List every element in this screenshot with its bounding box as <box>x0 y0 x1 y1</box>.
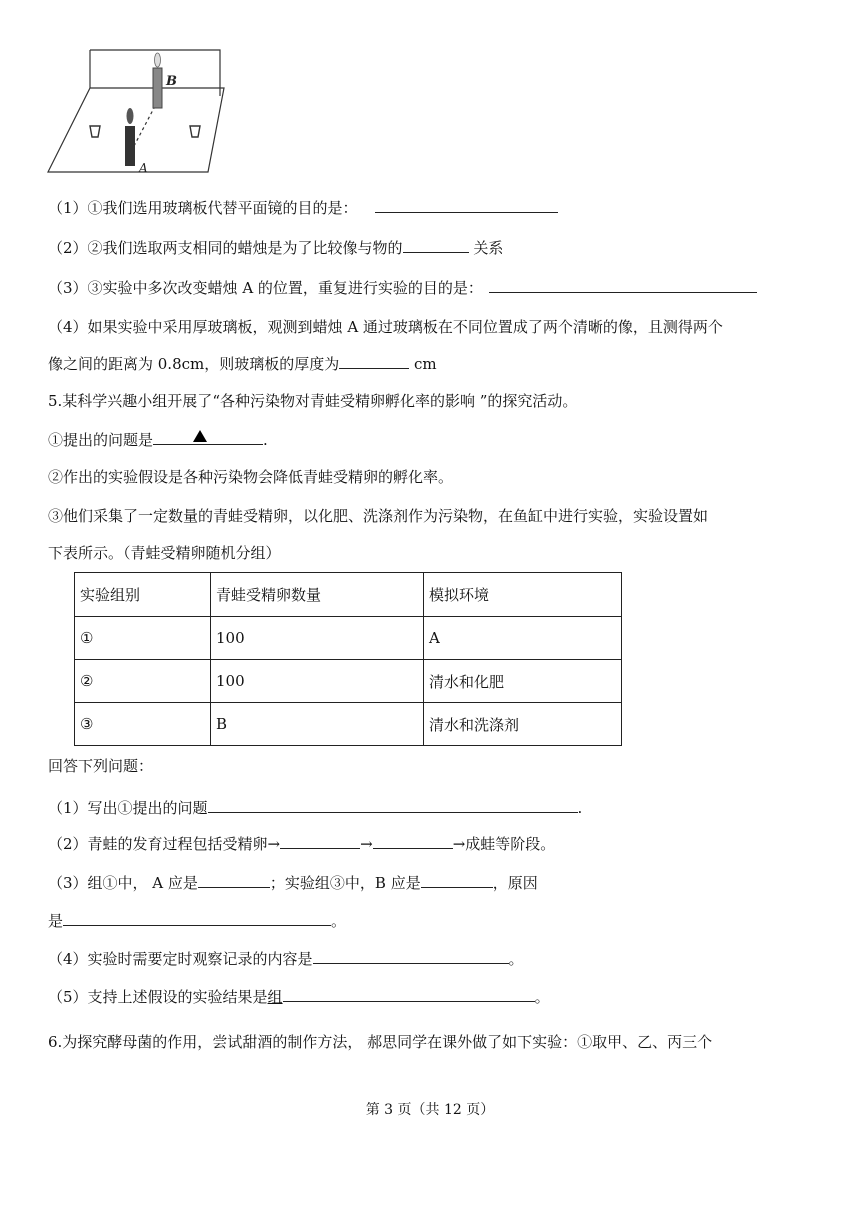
table-header: 实验组别 <box>75 573 211 617</box>
q5-question-blank[interactable] <box>153 429 263 445</box>
table-cell: ② <box>75 660 211 703</box>
table-cell: A <box>424 617 622 660</box>
q5-sub-3-reason-blank[interactable] <box>63 910 331 926</box>
q5-sub-2-blank-1[interactable] <box>280 833 360 849</box>
q5-point-2: ②作出的实验假设是各种污染物会降低青蛙受精卵的孵化率。 <box>48 468 454 486</box>
q5-answer-lead: 回答下列问题： <box>48 757 154 775</box>
table-header: 模拟环境 <box>424 573 622 617</box>
q5-sub-2-blank-2[interactable] <box>373 833 453 849</box>
q5-sub-5-blank[interactable] <box>283 986 535 1002</box>
q5-point-3-cont: 下表所示。（青蛙受精卵随机分组） <box>48 544 281 562</box>
table-cell: ① <box>75 617 211 660</box>
candle-a-label: A <box>139 161 148 175</box>
q4-answer-2-blank[interactable] <box>403 237 469 253</box>
q6-intro: 6.为探究酵母菌的作用，尝试甜酒的制作方法， 郝思同学在课外做了如下实验：①取甲、乙、丙三个 <box>48 1033 713 1051</box>
q5-sub-3-cont: 是 。 <box>48 912 347 930</box>
q5-point-1: ①提出的问题是 . <box>48 431 268 449</box>
q5-intro: 5.某科学兴趣小组开展了“各种污染物对青蛙受精卵孵化率的影响 ”的探究活动。 <box>48 392 578 410</box>
q5-sub-4: （4）实验时需要定时观察记录的内容是 。 <box>48 950 524 968</box>
q5-sub-3-blank-a[interactable] <box>198 872 270 888</box>
page-footer: 第 3 页（共 12 页） <box>365 1102 495 1118</box>
experiment-table <box>74 572 622 746</box>
q5-sub-1: （1）写出①提出的问题 . <box>48 799 583 817</box>
table-row <box>75 617 622 660</box>
table-header-row <box>75 573 622 617</box>
table-cell: B <box>211 703 424 746</box>
triangle-icon <box>193 430 207 442</box>
experiment-figure <box>42 40 232 178</box>
q5-sub-3-blank-b[interactable] <box>421 872 493 888</box>
q4-item-4: （4）如果实验中采用厚玻璃板，观测到蜡烛 A 通过玻璃板在不同位置成了两个清晰的像，且测得两个 <box>48 318 723 336</box>
table-header: 青蛙受精卵数量 <box>211 573 424 617</box>
candle-b-label: B <box>166 74 177 89</box>
q4-item-3: （3）③实验中多次改变蜡烛 A 的位置，重复进行实验的目的是： <box>48 277 757 298</box>
q4-item-2: （2）②我们选取两支相同的蜡烛是为了比较像与物的 关系 <box>48 239 504 257</box>
q5-sub-3: （3）组①中， A 应是 ；实验组③中，B 应是 ，原因 <box>48 874 538 892</box>
table-row <box>75 703 622 746</box>
q4-answer-4-blank[interactable] <box>339 353 409 369</box>
table-row <box>75 660 622 703</box>
q4-answer-1-blank[interactable] <box>375 197 558 213</box>
table-cell: 清水和化肥 <box>424 660 622 703</box>
q5-sub-2: （2）青蛙的发育过程包括受精卵→ → →成蛙等阶段。 <box>48 835 556 853</box>
table-cell: 100 <box>211 660 424 703</box>
table-cell: 100 <box>211 617 424 660</box>
table-cell: 清水和洗涤剂 <box>424 703 622 746</box>
q5-sub-1-blank[interactable] <box>208 797 578 813</box>
q5-point-3: ③他们采集了一定数量的青蛙受精卵，以化肥、洗涤剂作为污染物，在鱼缸中进行实验，实验设置如 <box>48 507 709 525</box>
q5-sub-4-blank[interactable] <box>313 948 509 964</box>
q4-item-1: （1）①我们选用玻璃板代替平面镜的目的是： <box>48 197 558 218</box>
table-cell: ③ <box>75 703 211 746</box>
q4-item-4-cont: 像之间的距离为 0.8cm，则玻璃板的厚度为 cm <box>48 355 437 373</box>
q5-sub-5: （5）支持上述假设的实验结果是组 。 <box>48 988 550 1006</box>
q4-answer-3-blank[interactable] <box>489 277 757 293</box>
